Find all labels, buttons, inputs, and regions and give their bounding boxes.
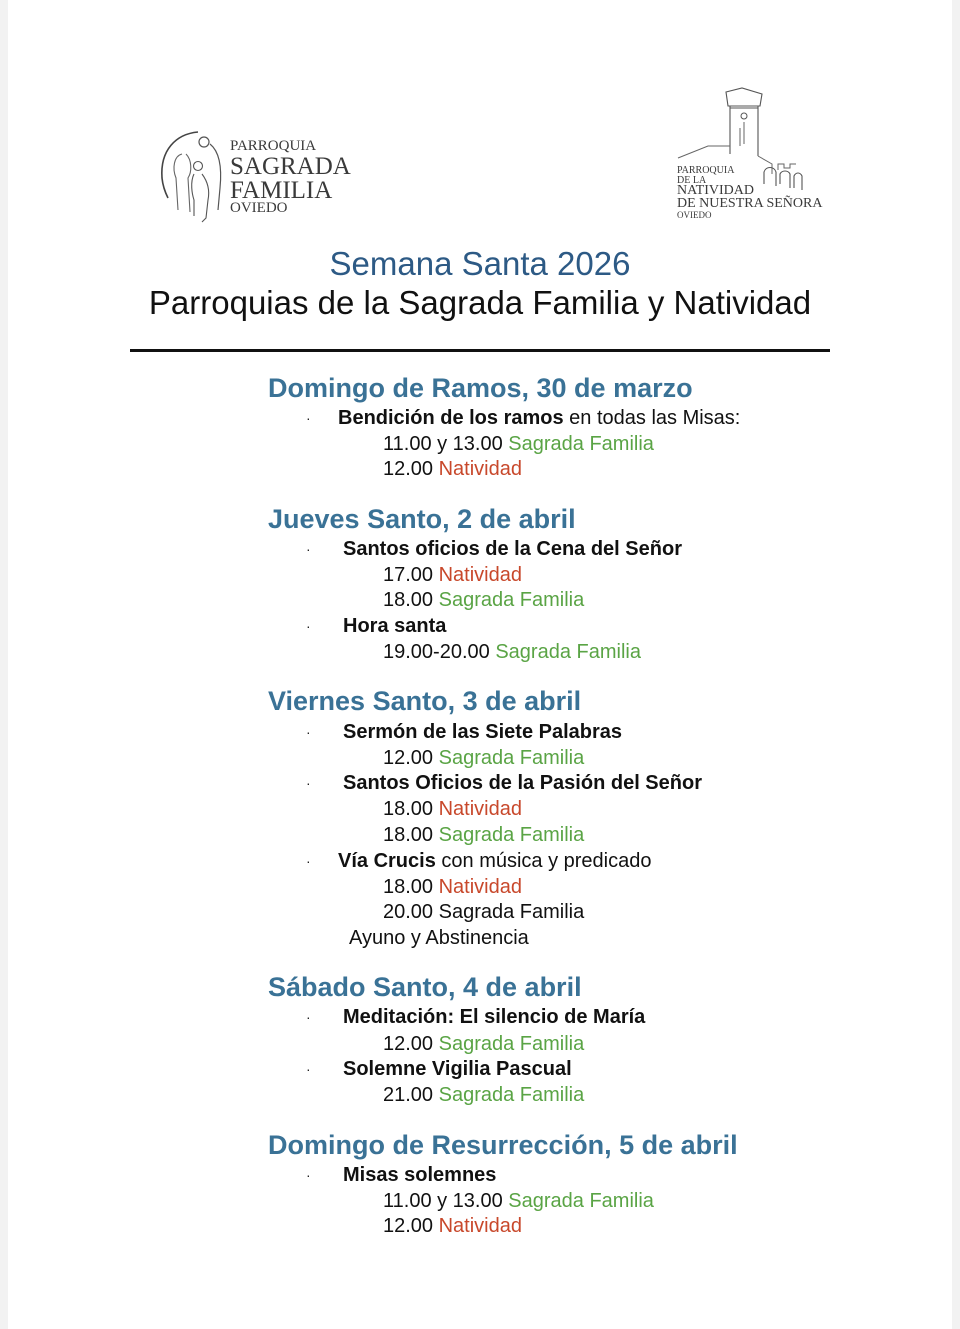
event-title: Solemne Vigilia Pascual	[343, 1058, 572, 1080]
event-title: Sermón de las Siete Palabras	[343, 721, 623, 743]
logo-right-line5: OVIEDO	[677, 210, 712, 220]
logo-sagrada-familia	[158, 128, 358, 223]
day-heading: Domingo de Resurrección, 5 de abril	[268, 1130, 738, 1160]
event-time: 18.00 Natividad	[383, 876, 522, 898]
event-time: 11.00 y 13.00 Sagrada Familia	[383, 433, 654, 455]
bullet-icon: ·	[306, 541, 311, 557]
bullet-icon: ·	[306, 775, 311, 791]
day-heading: Jueves Santo, 2 de abril	[268, 504, 576, 534]
page-title: Semana Santa 2026	[329, 245, 631, 282]
day-heading: Sábado Santo, 4 de abril	[268, 972, 582, 1002]
fasting-note: Ayuno y Abstinencia	[349, 927, 529, 949]
bullet-icon: ·	[306, 724, 311, 740]
event-title: Misas solemnes	[343, 1164, 497, 1186]
event-time: 12.00 Sagrada Familia	[383, 1033, 585, 1055]
logo-right-line3: NATIVIDAD	[677, 183, 754, 198]
event-time: 19.00-20.00 Sagrada Familia	[383, 641, 641, 663]
document-page	[8, 0, 952, 1329]
event-time: 18.00 Sagrada Familia	[383, 824, 585, 846]
event-title: Bendición de los ramos en todas las Misas:	[338, 407, 741, 429]
logo-left-line3: FAMILIA	[230, 177, 333, 204]
bullet-icon: ·	[306, 1009, 311, 1025]
day-heading: Domingo de Ramos, 30 de marzo	[268, 373, 693, 403]
event-time: 12.00 Natividad	[383, 458, 522, 480]
event-time: 12.00 Sagrada Familia	[383, 747, 585, 769]
page-subtitle: Parroquias de la Sagrada Familia y Natividad	[148, 284, 812, 321]
bullet-icon: ·	[306, 618, 311, 634]
logo-left-line4: OVIEDO	[230, 200, 288, 216]
logo-natividad	[668, 84, 838, 224]
event-time: 21.00 Sagrada Familia	[383, 1084, 585, 1106]
event-title: Meditación: El silencio de María	[343, 1006, 646, 1028]
bullet-icon: ·	[306, 1061, 311, 1077]
event-title: Hora santa	[343, 615, 447, 637]
logo-right-line2: DE LA	[677, 175, 707, 186]
event-title: Santos Oficios de la Pasión del Señor	[343, 772, 702, 794]
event-time: 18.00 Natividad	[383, 798, 522, 820]
event-time: 20.00 Sagrada Familia	[383, 901, 585, 923]
bullet-icon: ·	[306, 853, 311, 869]
event-time: 17.00 Natividad	[383, 564, 522, 586]
logo-left-line1: PARROQUIA	[230, 138, 317, 154]
event-title: Vía Crucis con música y predicado	[338, 850, 652, 872]
bullet-icon: ·	[306, 410, 311, 426]
event-time: 12.00 Natividad	[383, 1215, 522, 1237]
bullet-icon: ·	[306, 1167, 311, 1183]
event-title: Santos oficios de la Cena del Señor	[343, 538, 682, 560]
logo-right-line4: DE NUESTRA SEÑORA	[677, 196, 823, 211]
day-heading: Viernes Santo, 3 de abril	[268, 686, 582, 716]
logo-left-line2: SAGRADA	[230, 153, 351, 180]
event-time: 18.00 Sagrada Familia	[383, 589, 585, 611]
logo-right-line1: PARROQUIA	[677, 165, 735, 176]
event-time: 11.00 y 13.00 Sagrada Familia	[383, 1190, 654, 1212]
divider-rule	[130, 349, 830, 352]
holy-family-icon	[158, 128, 228, 223]
